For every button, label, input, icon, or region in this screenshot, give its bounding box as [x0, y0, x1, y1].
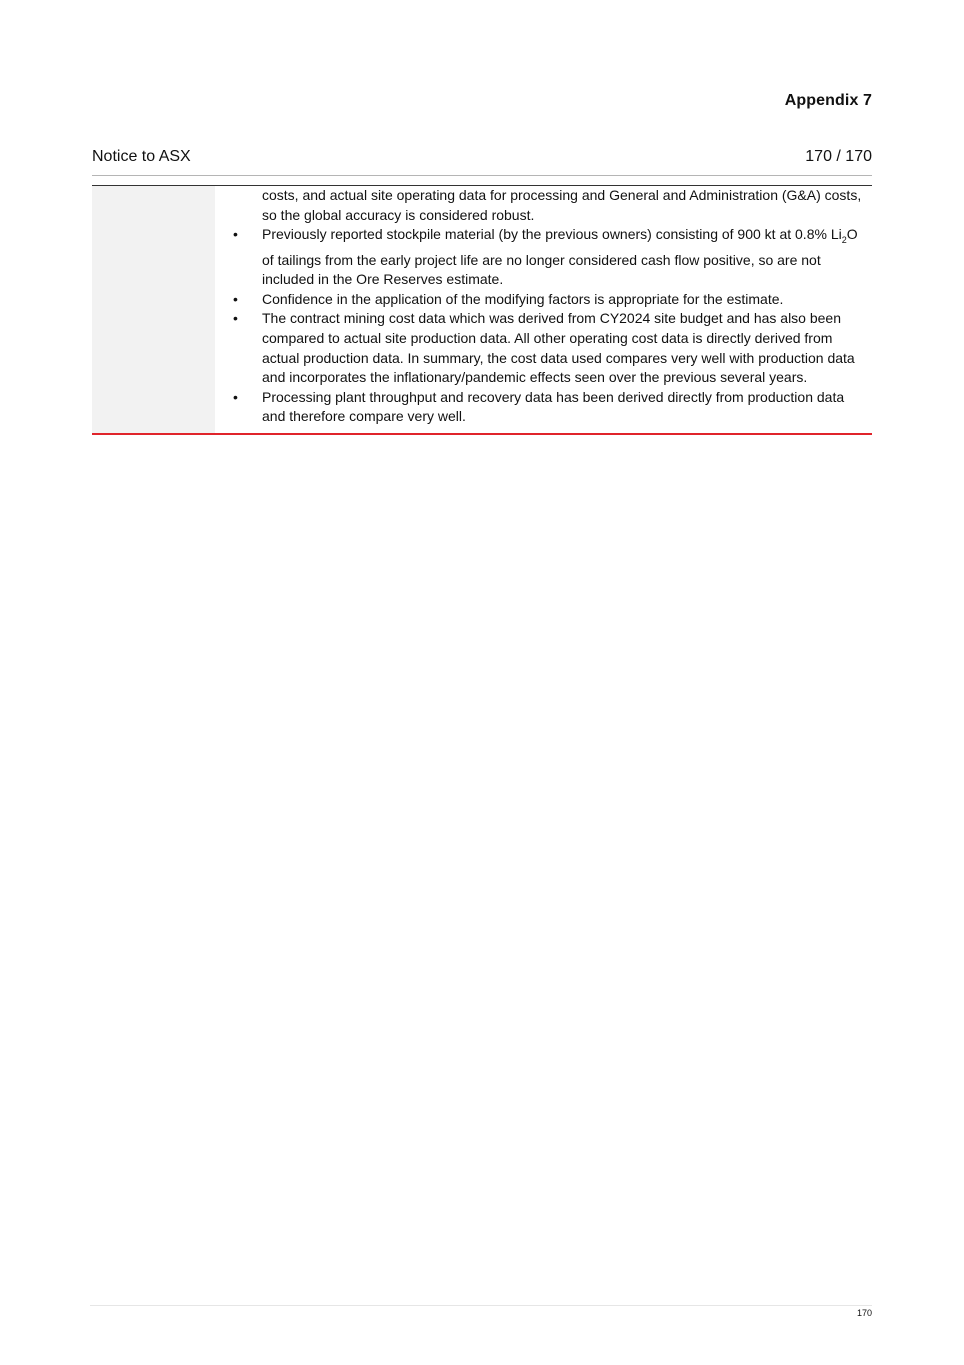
commentary-bullet-list — [215, 225, 862, 427]
criteria-label-cell — [92, 186, 215, 433]
subscript-text: 2 — [841, 234, 847, 245]
list-item-text: Confidence in the application of the modifying factors is appropriate for the estimate. — [262, 290, 784, 307]
page-header — [92, 148, 872, 176]
page-indicator: 170 / 170 — [805, 148, 872, 165]
document-title: Notice to ASX — [92, 148, 191, 165]
commentary-cell — [215, 186, 872, 433]
footer-divider — [90, 1305, 872, 1306]
list-item-text: Processing plant throughput and recovery data has been derived directly from production data and therefore compare very well. — [262, 388, 845, 425]
list-item — [215, 225, 862, 290]
criteria-table — [92, 185, 872, 435]
bullet-icon: • — [233, 388, 238, 405]
list-item — [215, 309, 862, 387]
appendix-title: Appendix 7 — [784, 92, 872, 109]
bullet-icon: • — [233, 310, 238, 327]
list-item-text: Previously reported stockpile material (by the previous owners) consisting of 900 kt at 0.8% Li — [262, 226, 842, 243]
list-item — [215, 388, 862, 427]
footer-page-number: 170 — [856, 1308, 872, 1318]
continuation-text: costs, and actual site operating data for processing and General and Administration (G&A) costs, so the global accuracy is considered robust. — [262, 187, 862, 223]
list-item-text: The contract mining cost data which was derived from CY2024 site budget and has also been compared to actual site production data. All other operating cost data is directly derived from actual production data. In summary, the cost data used compares very well with production data and incorporates the inflationary/pandemic effects seen over the previous several years. — [262, 310, 855, 386]
bullet-icon: • — [233, 226, 238, 243]
list-item — [215, 290, 862, 310]
bullet-icon: • — [233, 290, 238, 307]
list-item-text: O of tailings from the early project life are no longer considered cash flow positive, so are not included in the Ore Reserves estimate. — [262, 226, 858, 288]
